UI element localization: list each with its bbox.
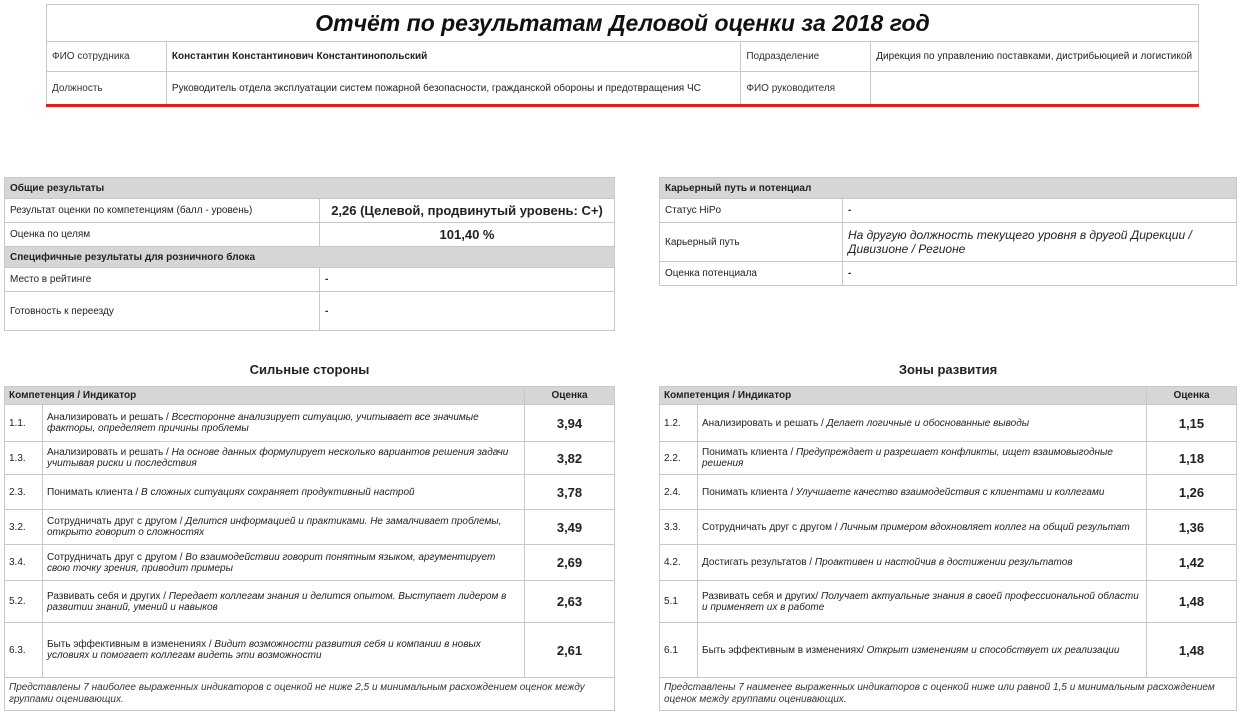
indicator-text: Всесторонне анализирует ситуацию, учитывает все значимые факторы, определяет причины проблемы	[47, 412, 479, 434]
potential-label: Оценка потенциала	[660, 262, 843, 286]
row-score: 3,94	[525, 405, 615, 442]
table-row	[5, 405, 615, 442]
retail-results-title: Специфичные результаты для розничного блока	[5, 247, 615, 268]
indicator-text: На основе данных формулирует несколько вариантов решения задачи учитывая риски и последствия	[47, 447, 509, 469]
table-row	[5, 442, 615, 475]
competency-name: Быть эффективным в изменениях/	[702, 644, 867, 656]
table-row	[5, 623, 615, 678]
career-title: Карьерный путь и потенциал	[660, 178, 1237, 199]
row-indicator	[43, 510, 525, 545]
row-indicator	[698, 442, 1147, 475]
competency-name: Анализировать и решать /	[47, 447, 172, 458]
indicator-text: Открыт изменениям и способствует их реализации	[866, 644, 1120, 656]
row-number: 6.1	[660, 623, 698, 678]
general-results-title: Общие результаты	[5, 178, 615, 199]
manager-label: ФИО руководителя	[741, 72, 871, 105]
career-panel	[659, 177, 1237, 286]
row-score: 1,36	[1147, 510, 1237, 545]
table-row	[660, 510, 1237, 545]
indicator-text: Личным примером вдохновляет коллег на общий результат	[840, 521, 1130, 533]
goals-value: 101,40 %	[320, 223, 615, 247]
relocation-value: -	[320, 292, 615, 331]
row-number: 3.3.	[660, 510, 698, 545]
row-score: 1,48	[1147, 581, 1237, 623]
career-path-label: Карьерный путь	[660, 223, 843, 262]
development-title: Зоны развития	[898, 362, 998, 377]
table-row	[660, 475, 1237, 510]
competency-result-label: Результат оценки по компетенциям (балл - уровень)	[5, 199, 320, 223]
table-row	[5, 510, 615, 545]
row-score: 1,15	[1147, 405, 1237, 442]
competency-name: Быть эффективным в изменениях /	[47, 639, 215, 650]
goals-label: Оценка по целям	[5, 223, 320, 247]
position-label: Должность	[47, 72, 167, 105]
row-indicator	[698, 623, 1147, 678]
career-path-value: На другую должность текущего уровня в другой Дирекции / Дивизионе / Регионе	[843, 223, 1237, 262]
competency-name: Сотрудничать друг с другом /	[702, 521, 841, 533]
row-indicator	[698, 405, 1147, 442]
competency-name: Развивать себя и других /	[47, 590, 169, 602]
indicator-text: Предупреждает и разрешает конфликты, ищет взаимовыгодные решения	[702, 447, 1113, 469]
row-score: 1,42	[1147, 545, 1237, 581]
strengths-title: Сильные стороны	[249, 362, 370, 377]
rating-value: -	[320, 268, 615, 292]
competency-name: Анализировать и решать /	[47, 412, 172, 423]
row-number: 1.3.	[5, 442, 43, 475]
table-row	[660, 623, 1237, 678]
strengths-table	[4, 386, 615, 711]
strengths-panel	[4, 386, 615, 711]
competency-name: Понимать клиента /	[702, 447, 796, 458]
development-panel	[659, 386, 1237, 711]
row-number: 2.3.	[5, 475, 43, 510]
row-score: 2,69	[525, 545, 615, 581]
strengths-col-score: Оценка	[525, 387, 615, 405]
competency-name: Понимать клиента /	[702, 486, 796, 498]
hipo-value: -	[843, 199, 1237, 223]
row-indicator	[43, 405, 525, 442]
table-row	[660, 545, 1237, 581]
row-indicator	[43, 545, 525, 581]
development-col-competency: Компетенция / Индикатор	[660, 387, 1147, 405]
general-results-panel	[4, 177, 615, 331]
row-score: 3,82	[525, 442, 615, 475]
row-number: 1.2.	[660, 405, 698, 442]
potential-value: -	[843, 262, 1237, 286]
indicator-text: Видит возможности развития себя и компании в новых условиях и помогает коллегам видеть эти возможности	[47, 639, 481, 661]
relocation-label: Готовность к переезду	[5, 292, 320, 331]
hipo-label: Статус HiPo	[660, 199, 843, 223]
row-indicator	[43, 623, 525, 678]
strengths-col-competency: Компетенция / Индикатор	[5, 387, 525, 405]
indicator-text: Получает актуальные знания в своей профессиональной области и применяет их в работе	[702, 590, 1139, 613]
indicator-text: Улучшаете качество взаимодействия с клиентами и коллегами	[796, 486, 1105, 498]
row-score: 3,49	[525, 510, 615, 545]
indicator-text: Делится информацией и практиками. Не замалчивает проблемы, открыто говорит о сложностях	[47, 516, 502, 538]
competency-name: Развивать себя и других/	[702, 590, 821, 602]
table-row	[660, 442, 1237, 475]
row-number: 3.4.	[5, 545, 43, 581]
rating-label: Место в рейтинге	[5, 268, 320, 292]
row-score: 2,61	[525, 623, 615, 678]
row-number: 3.2.	[5, 510, 43, 545]
competency-name: Понимать клиента /	[47, 486, 141, 498]
indicator-text: Передает коллегам знания и делится опытом. Выступает лидером в развитии знаний, умений и навыков	[47, 590, 507, 613]
table-row	[660, 581, 1237, 623]
row-score: 1,18	[1147, 442, 1237, 475]
row-number: 1.1.	[5, 405, 43, 442]
development-table	[659, 386, 1237, 711]
competency-name: Сотрудничать друг с другом /	[47, 551, 186, 563]
table-row	[5, 475, 615, 510]
row-indicator	[43, 442, 525, 475]
fio-label: ФИО сотрудника	[47, 42, 167, 72]
indicator-text: Во взаимодействии говорит понятным языком, аргументирует свою точку зрения, приводит примеры	[47, 551, 496, 574]
row-number: 5.1	[660, 581, 698, 623]
fio-value: Константин Константинович Константинопольский	[166, 42, 740, 72]
page-title: Отчёт по результатам Деловой оценки за 2018 год	[47, 5, 1199, 42]
competency-result-value: 2,26 (Целевой, продвинутый уровень: С+)	[320, 199, 615, 223]
row-indicator	[43, 581, 525, 623]
row-indicator	[698, 510, 1147, 545]
report-header	[46, 4, 1199, 105]
dept-value: Дирекция по управлению поставками, дистрибьюцией и логистикой	[871, 42, 1199, 72]
development-col-score: Оценка	[1147, 387, 1237, 405]
row-indicator	[43, 475, 525, 510]
table-row	[660, 405, 1237, 442]
row-score: 1,26	[1147, 475, 1237, 510]
competency-name: Достигать результатов /	[702, 557, 815, 568]
dept-label: Подразделение	[741, 42, 871, 72]
position-value: Руководитель отдела эксплуатации систем пожарной безопасности, гражданской обороны и предотвращения ЧС	[166, 72, 740, 105]
competency-name: Сотрудничать друг с другом /	[47, 516, 186, 527]
row-number: 2.2.	[660, 442, 698, 475]
indicator-text: Делает логичные и обоснованные выводы	[826, 417, 1030, 429]
row-number: 6.3.	[5, 623, 43, 678]
manager-value	[871, 72, 1199, 105]
row-score: 2,63	[525, 581, 615, 623]
row-number: 2.4.	[660, 475, 698, 510]
strengths-note: Представлены 7 наиболее выраженных индикаторов с оценкой не ниже 2,5 и минимальным расхождением оценок между группами оценивающих.	[5, 678, 615, 711]
row-indicator	[698, 581, 1147, 623]
row-indicator	[698, 475, 1147, 510]
header-red-divider	[46, 104, 1199, 107]
indicator-text: Проактивен и настойчив в достижении результатов	[814, 557, 1073, 568]
row-number: 5.2.	[5, 581, 43, 623]
header-table	[46, 4, 1199, 105]
competency-name: Анализировать и решать /	[702, 417, 827, 429]
row-indicator	[698, 545, 1147, 581]
indicator-text: В сложных ситуациях сохраняет продуктивный настрой	[141, 486, 415, 498]
table-row	[5, 581, 615, 623]
development-note: Представлены 7 наименее выраженных индикаторов с оценкой ниже или равной 1,5 и минимальным расхождением оценок между группами оценивающих.	[660, 678, 1237, 711]
row-number: 4.2.	[660, 545, 698, 581]
row-score: 1,48	[1147, 623, 1237, 678]
table-row	[5, 545, 615, 581]
row-score: 3,78	[525, 475, 615, 510]
